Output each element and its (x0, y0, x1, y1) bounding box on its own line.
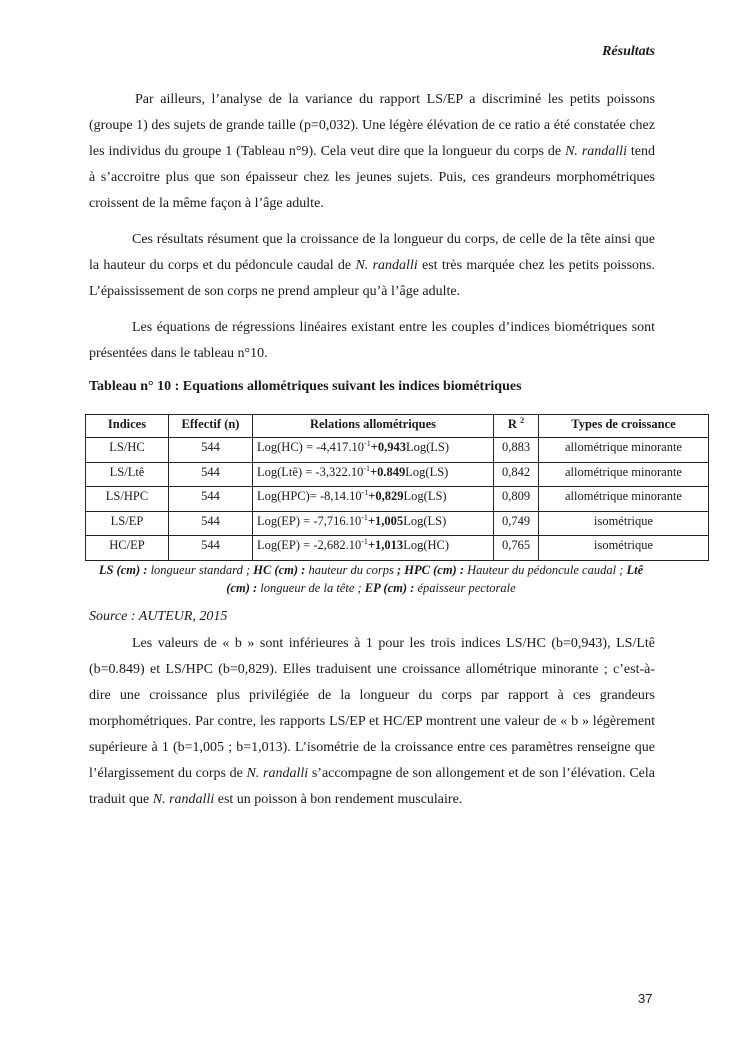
paragraph (89, 227, 655, 305)
equation-intercept: Log(HPC)= -8,14.10 (257, 489, 362, 503)
equation-slope-b: +0,829 (368, 489, 404, 503)
table-source: Source : AUTEUR, 2015 (89, 609, 228, 624)
cell-r2: 0,883 (494, 438, 539, 463)
legend-definition: Hauteur du pédoncule caudal ; (464, 563, 627, 577)
equation-intercept: Log(EP) = -2,682.10 (257, 538, 362, 552)
paragraph (89, 631, 655, 813)
cell-type: allométrique minorante (539, 462, 709, 487)
table-legend (95, 561, 647, 597)
col-header-indices: Indices (86, 415, 169, 438)
cell-relation (253, 511, 494, 536)
cell-type: isométrique (539, 511, 709, 536)
cell-relation (253, 536, 494, 561)
text-run: Les équations de régressions linéaires existant entre les couples d’indices biométriques sont présentées dans le tableau n°10. (89, 320, 655, 361)
text-run: Les valeurs de « b » sont inférieures à 1 pour les trois indices LS/HC (b=0,943), LS/Ltê (b=0.849) et LS/HPC (b=0,829). Elles traduisent une croissance allométrique minorante ; c’est-à-dire une croissance plus privilégiée de la longueur du corps par rapport à ces grandeurs morphométriques. Par contre, les rapports LS/EP et HC/EP montrent une valeur de « b » légèrement supérieure à 1 (b=1,005 ; b=1,013). L’isométrie de la croissance entre ces paramètres renseigne que l’élargissement du corps de (89, 636, 655, 781)
text-run: Ces résultats résument que la croissance de la longueur du corps, de celle de la tête ainsi que la hauteur du corps et du pédoncule caudal de (89, 232, 655, 273)
legend-definition: longueur standard ; (147, 563, 254, 577)
cell-effectif: 544 (169, 511, 253, 536)
cell-type: allométrique minorante (539, 487, 709, 512)
cell-relation (253, 462, 494, 487)
legend-term: HC (cm) : (253, 563, 306, 577)
equation-slope-b: +1,013 (367, 538, 404, 552)
section-header: Résultats (602, 44, 655, 59)
r-superscript: 2 (520, 416, 525, 425)
equation-exponent: -1 (361, 537, 368, 546)
body-text-top (89, 87, 655, 397)
col-header-relations: Relations allométriques (253, 415, 494, 438)
table-row (86, 536, 709, 561)
cell-effectif: 544 (169, 536, 253, 561)
allometric-equations-table (85, 414, 709, 561)
legend-definition: longueur de la tête ; (257, 581, 365, 595)
cell-type: isométrique (539, 536, 709, 561)
species-name: N. randalli (355, 258, 418, 273)
text-run: est très marquée chez les petits poissons. L’épaississement de son corps ne prend ampleur qu’à l’âge adulte. (89, 258, 656, 299)
col-header-effectif: Effectif (n) (169, 415, 253, 438)
cell-effectif: 544 (169, 438, 253, 463)
legend-term: LS (cm) : (98, 563, 148, 577)
cell-indice: LS/Ltê (86, 462, 169, 487)
cell-indice: HC/EP (86, 536, 169, 561)
page-number: 37 (638, 991, 653, 1006)
equation-exponent: -1 (364, 439, 371, 448)
equation-intercept: Log(HC) = -4,417.10 (257, 440, 365, 454)
table-caption: Tableau n° 10 : Equations allométriques suivant les indices biométriques (89, 379, 522, 394)
equation-exponent: -1 (361, 512, 368, 522)
cell-effectif: 544 (169, 487, 253, 512)
cell-r2: 0,809 (494, 487, 539, 512)
col-header-types: Types de croissance (539, 415, 709, 438)
cell-indice: LS/EP (86, 511, 169, 536)
equation-exponent: -1 (363, 463, 371, 473)
equation-variable: Log(LS) (405, 464, 449, 479)
table-row (86, 487, 709, 512)
cell-indice: LS/HPC (86, 487, 169, 512)
legend-term: Ltê (cm) : (226, 563, 644, 595)
equation-slope-b: +1,005 (367, 513, 404, 528)
equation-variable: Log(HC) (403, 538, 450, 552)
table-row (86, 438, 709, 463)
equation-intercept: Log(EP) = -7,716.10 (257, 513, 362, 528)
equation-variable: Log(LS) (403, 489, 447, 503)
text-run: est un poisson à bon rendement musculaire. (214, 792, 463, 807)
table-header-row (86, 415, 709, 438)
table-row (86, 511, 709, 536)
cell-r2: 0,749 (494, 511, 539, 536)
legend-definition: hauteur du corps (305, 563, 397, 577)
equation-variable: Log(LS) (405, 440, 450, 454)
body-text-bottom (89, 631, 655, 813)
cell-r2: 0,842 (494, 462, 539, 487)
text-run: tend à s’accroitre plus que son épaisseur chez les jeunes sujets. Puis, ces grandeurs morphométriques croissent de la même façon à l’âge adulte. (89, 144, 656, 211)
species-name: N. randalli (246, 766, 309, 781)
cell-r2: 0,765 (494, 536, 539, 561)
cell-effectif: 544 (169, 462, 253, 487)
cell-indice: LS/HC (86, 438, 169, 463)
cell-type: allométrique minorante (539, 438, 709, 463)
legend-term: EP (cm) : (364, 581, 415, 595)
text-run: s’accompagne de son allongement et de son l’élévation. Cela traduit que (89, 766, 655, 807)
cell-relation (253, 438, 494, 463)
text-run: Par ailleurs, l’analyse de la variance du rapport LS/EP a discriminé les petits poissons (groupe 1) des sujets de grande taille (p=0,032). Une légère élévation de ce ratio a été constatée chez les individus du groupe 1 (Tableau n°9). Cela veut dire que la longueur du corps de (89, 92, 655, 159)
equation-slope-b: +0,943 (370, 440, 406, 454)
paragraph (89, 87, 655, 217)
cell-relation (253, 487, 494, 512)
equation-slope-b: +0.849 (370, 464, 406, 479)
species-name: N. randalli (565, 144, 627, 159)
r-label: R (507, 417, 517, 431)
species-name: N. randalli (152, 792, 215, 807)
col-header-r2 (494, 415, 539, 438)
equation-variable: Log(LS) (403, 513, 447, 528)
paragraph (89, 315, 655, 367)
equation-intercept: Log(Ltê) = -3,322.10 (257, 464, 364, 479)
legend-term: ; HPC (cm) : (397, 563, 464, 577)
equation-exponent: -1 (361, 488, 369, 497)
table-row (86, 462, 709, 487)
legend-definition: épaisseur pectorale (414, 581, 516, 595)
